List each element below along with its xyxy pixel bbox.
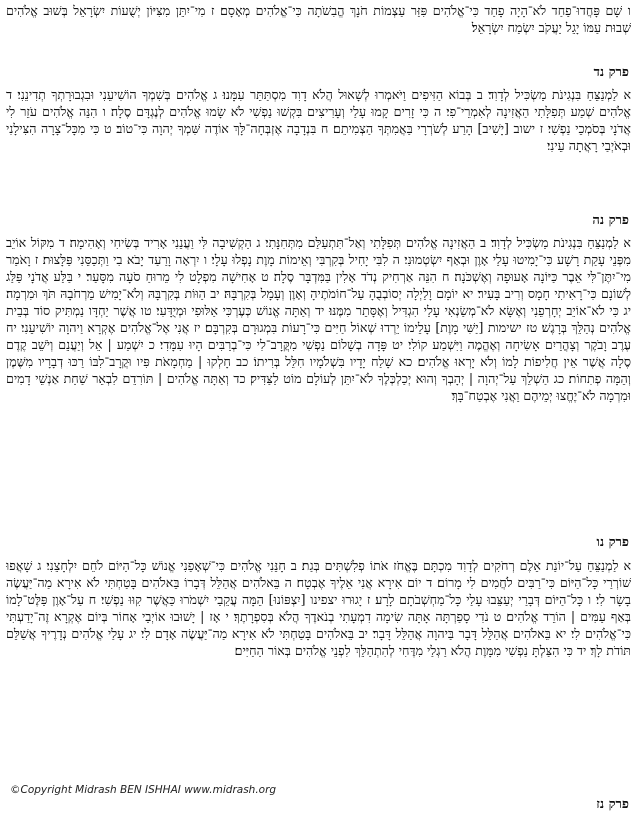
chapter-55-text: א לַמְנַצֵּחַ בִּנְגִינֹת מַשְׂכִּיל לְדָוִד׃ ב הַאֲזִינָה אֱלֹהִים תְּפִלָּתִי וְאַל־תִּתְעַלַּם מִתְּחִנָּתִי׃ ג הַקְשִׁיבָה לִּי וַעֲנֵנִי אָרִיד בְּשִׂיחִי וְאָהִימָה׃ ד מִקּוֹל אוֹיֵב מִפְּנֵי עָקַת רָשָׁע כִּי־יָמִיטוּ עָלַי אָוֶן וּבְאַף יִשְׂטְמוּנִי׃ ה לִבִּי יָחִיל בְּקִרְבִּי וְאֵימוֹת מָוֶת נָפְלוּ עָלָי׃ ו יִרְאָה וָרַעַד יָבֹא בִי וַתְּכַסֵּנִי פַּלָּצוּת׃ ז וָאֹמַר מִי־יִתֶּן־לִּי אֵבֶר כַּיּוֹנָה אָעוּפָה וְאֶשְׁכֹּנָה׃ ח הִנֵּה אַרְחִיק נְדֹד אָלִין בַּמִּדְבָּר סֶלָה׃ ט אָחִישָׁה מִפְלָט לִי מֵרוּחַ סֹעָה מִסָּעַר׃ י בַּלַּע אֲדֹנָי פַּלַּג לְשׁוֹנָם כִּי־רָאִיתִי חָמָס וְרִיב בָּעִיר׃ יא יוֹמָם וָלַיְלָה יְסוֹבְבֻהָ עַל־חוֹמֹתֶיהָ וְאָוֶן וְעָמָל בְּקִרְבָּהּ׃ יב הַוּוֹת בְּקִרְבָּהּ וְלֹא־יָמִישׁ מֵרְחֹבָהּ תֹּךְ וּמִרְמָה׃ יג כִּי לֹא־אוֹיֵב יְחָרְפֵנִי וְאֶשָּׂא לֹא־מְשַׂנְאִי עָלַי הִגְדִּיל וְאֶסָּתֵר מִמֶּנּוּ׃ יד וְאַתָּה אֱנוֹשׁ כְּעֶרְכִּי אַלּוּפִי וּמְיֻדָּעִי׃ טו אֲשֶׁר יַחְדָּו נַמְתִּיק סוֹד בְּבֵית אֱלֹהִים נְהַלֵּךְ בְּרָגֶשׁ׃ טז ישימות [יַשִּׁי מָוֶת] עָלֵימוֹ יֵרְדוּ שְׁאוֹל חַיִּים כִּי־רָעוֹת בִּמְגוּרָם בְּקִרְבָּם׃ יז אֲנִי אֶל־אֱלֹהִים אֶקְרָא וַיהוָה יוֹשִׁיעֵנִי׃ יח עֶרֶב וָבֹקֶר וְצָהֳרַיִם אָשִׂיחָה וְאֶהֱמֶה וַיִּשְׁמַע קוֹלִי׃ יט פָּדָה בְשָׁלוֹם נַפְשִׁי מִקֲּרָב־לִי כִּי־בְרַבִּים הָיוּ עִמָּדִי׃ כ יִשְׁמַע | אֵל וְיַעֲנֵם וְיֹשֵׁב קֶדֶם סֶלָה אֲשֶׁר אֵין חֲלִיפוֹת לָמוֹ וְלֹא יָרְאוּ אֱלֹהִים׃ כא שָׁלַח יָדָיו בִּשְׁלֹמָיו חִלֵּל בְּרִיתוֹ׃ כב חָלְקוּ | מַחְמָאֹת פִּיו וּקֲרָב־לִבּוֹ רַכּוּ דְבָרָיו מִשֶּׁמֶן וְהֵמָּה פְתִחוֹת׃ כג הַשְׁלֵךְ עַל־יְהוָה | יְהָבְךָ וְהוּא יְכַלְכְּלֶךָ לֹא־יִתֵּן לְעוֹלָם מוֹט לַצַּדִּיק׃ כד וְאַתָּה אֱלֹהִים | תּוֹרִדֵם לִבְאֵר שַׁחַת אַנְשֵׁי דָמִים וּמִרְמָה לֹא־יֶחֱצוּ יְמֵיהֶם וַאֲנִי אֶבְטַח־בָּךְ׃ (6, 235, 631, 403)
chapter-heading-54: פרק נד (593, 65, 629, 80)
chapter-53-ending-text: ו שָׁם פָּחֲדוּ־פַחַד לֹא־הָיָה פָחַד כִּי־אֱלֹהִים פִּזַּר עַצְמוֹת חֹנָךְ הֱבִשֹׁתָה כִּי־אֱלֹהִים מְאָסָם׃ ז מִי־יִתֵּן מִצִּיּוֹן יְשֻׁעוֹת יִשְׂרָאֵל בְּשׁוּב אֱלֹהִים שְׁבוּת עַמּוֹ יָגֵל יַעֲקֹב יִשְׂמַח יִשְׂרָאֵל׃ (6, 3, 631, 35)
chapter-56-text: א לַמְנַצֵּחַ עַל־יוֹנַת אֵלֶם רְחֹקִים לְדָוִד מִכְתָּם בֶּאֱחֹז אֹתוֹ פְלִשְׁתִּים בְּגַת׃ ב חָנֵּנִי אֱלֹהִים כִּי־שְׁאָפַנִי אֱנוֹשׁ כָּל־הַיּוֹם לֹחֵם יִלְחָצֵנִי׃ ג שָׁאֲפוּ שׁוֹרְרַי כָּל־הַיּוֹם כִּי־רַבִּים לֹחֲמִים לִי מָרוֹם׃ ד יוֹם אִירָא אֲנִי אֵלֶיךָ אֶבְטָח׃ ה בֵּאלֹהִים אֲהַלֵּל דְּבָרוֹ בֵּאלֹהִים בָּטַחְתִּי לֹא אִירָא מַה־יַּעֲשֶׂה בָשָׂר לִי׃ ו כָּל־הַיּוֹם דְּבָרַי יְעַצֵּבוּ עָלַי כָּל־מַחְשְׁבֹתָם לָרָע׃ ז יָגוּרוּ יצפינו [יִצְפּוֹנוּ] הֵמָּה עֲקֵבַי יִשְׁמֹרוּ כַּאֲשֶׁר קִוּוּ נַפְשִׁי׃ ח עַל־אָוֶן פַּלֶּט־לָמוֹ בְּאַף עַמִּים | הוֹרֵד אֱלֹהִים׃ ט נֹדִי סָפַרְתָּה אָתָּה שִׂימָה דִמְעָתִי בְנֹאדֶךָ הֲלֹא בְּסִפְרָתֶךָ׃ י אָז | יָשׁוּבוּ אוֹיְבַי אָחוֹר בְּיוֹם אֶקְרָא זֶה־יָדַעְתִּי כִּי־אֱלֹהִים לִי׃ יא בֵּאלֹהִים אֲהַלֵּל דָּבָר בַּיהוָה אֲהַלֵּל דָּבָר׃ יב בֵּאלֹהִים בָּטַחְתִּי לֹא אִירָא מַה־יַּעֲשֶׂה אָדָם לִי׃ יג עָלַי אֱלֹהִים נְדָרֶיךָ אֲשַׁלֵּם תּוֹדֹת לָךְ׃ יד כִּי הִצַּלְתָּ נַפְשִׁי מִמָּוֶת הֲלֹא רַגְלַי מִדֶּחִי לְהִתְהַלֵּךְ לִפְנֵי אֱלֹהִים בְּאוֹר הַחַיִּים׃ (6, 558, 631, 658)
chapter-heading-55: פרק נה (592, 213, 629, 228)
copyright-notice: ©Copyright Midrash BEN ISHHAI www.midrash.org (10, 784, 277, 796)
chapter-heading-56: פרק נו (596, 535, 629, 550)
chapter-54-text: א לַמְנַצֵּחַ בִּנְגִינֹת מַשְׂכִּיל לְדָוִד׃ ב בְּבוֹא הַזִּיפִים וַיֹּאמְרוּ לְשָׁאוּל הֲלֹא דָוִד מִסְתַּתֵּר עִמָּנוּ׃ ג אֱלֹהִים בְּשִׁמְךָ הוֹשִׁיעֵנִי וּבִגְבוּרָתְךָ תְדִינֵנִי׃ ד אֱלֹהִים שְׁמַע תְּפִלָּתִי הַאֲזִינָה לְאִמְרֵי־פִי׃ ה כִּי זָרִים קָמוּ עָלַי וְעָרִיצִים בִּקְשׁוּ נַפְשִׁי לֹא שָׂמוּ אֱלֹהִים לְנֶגְדָּם סֶלָה׃ ו הִנֵּה אֱלֹהִים עֹזֵר לִי אֲדֹנָי בְּסֹמְכֵי נַפְשִׁי׃ ז ישוב [יָשִׁיב] הָרַע לְשֹׁרְרָי בַּאֲמִתְּךָ הַצְמִיתֵם׃ ח בִּנְדָבָה אֶזְבְּחָה־לָּךְ אוֹדֶה שִּׁמְךָ יְהוָה כִּי־טוֹב׃ ט כִּי מִכָּל־צָרָה הִצִּילָנִי וּבְאֹיְבַי רָאֲתָה עֵינִי׃ (6, 87, 631, 153)
chapter-heading-57: פרק נז (596, 797, 629, 812)
